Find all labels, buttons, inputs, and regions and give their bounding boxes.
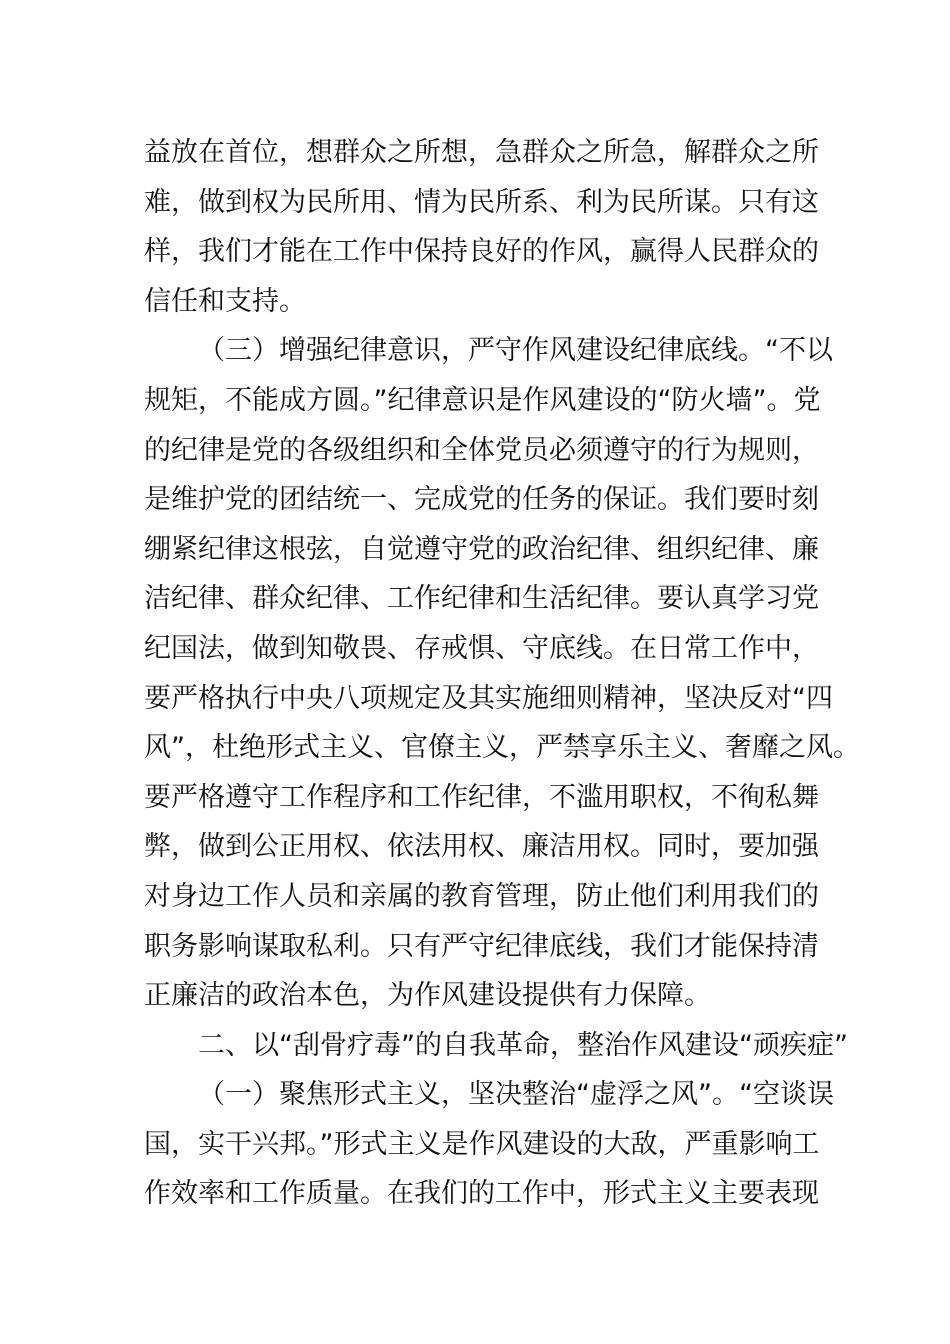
chapter-heading-line: 二、以“刮骨疗毒”的自我革命，整治作风建设“顽疾症” xyxy=(198,1029,848,1061)
text-line: 绷紧纪律这根弦，自觉遵守党的政治纪律、组织纪律、廉 xyxy=(144,533,819,565)
text-line: 要严格执行中央八项规定及其实施细则精神，坚决反对“四 xyxy=(144,682,833,714)
text-line: 作效率和工作质量。在我们的工作中，形式主义主要表现 xyxy=(144,1178,819,1210)
text-line: 规矩，不能成方圆。”纪律意识是作风建设的“防火墙”。党 xyxy=(144,384,821,416)
text-line: 对身边工作人员和亲属的教育管理，防止他们利用我们的 xyxy=(144,880,819,912)
text-line: 弊，做到公正用权、依法用权、廉洁用权。同时，要加强 xyxy=(144,831,819,863)
text-line: 难，做到权为民所用、情为民所系、利为民所谋。只有这 xyxy=(144,186,819,218)
text-line: 是维护党的团结统一、完成党的任务的保证。我们要时刻 xyxy=(144,484,819,516)
text-line: 信任和支持。 xyxy=(144,285,306,317)
text-line: 风”，杜绝形式主义、官僚主义，严禁享乐主义、奢靡之风。 xyxy=(144,732,860,764)
section-heading-line: （一）聚焦形式主义，坚决整治“虚浮之风”。“空谈误 xyxy=(198,1079,834,1111)
document-body xyxy=(144,128,860,1219)
text-line: 的纪律是党的各级组织和全体党员必须遵守的行为规则， xyxy=(144,434,819,466)
section-heading-line: （三）增强纪律意识，严守作风建设纪律底线。“不以 xyxy=(198,335,833,367)
text-line: 洁纪律、群众纪律、工作纪律和生活纪律。要认真学习党 xyxy=(144,583,819,615)
text-line: 样，我们才能在工作中保持良好的作风，赢得人民群众的 xyxy=(144,236,819,268)
text-line: 正廉洁的政治本色，为作风建设提供有力保障。 xyxy=(144,980,711,1012)
text-line: 益放在首位，想群众之所想，急群众之所急，解群众之所 xyxy=(144,137,819,168)
text-line: 纪国法，做到知敬畏、存戒惧、守底线。在日常工作中， xyxy=(144,632,819,664)
text-line: 国，实干兴邦。”形式主义是作风建设的大敌，严重影响工 xyxy=(144,1128,820,1160)
text-line: 职务影响谋取私利。只有严守纪律底线，我们才能保持清 xyxy=(144,930,819,962)
text-line: 要严格遵守工作程序和工作纪律，不滥用职权，不徇私舞 xyxy=(144,781,819,813)
